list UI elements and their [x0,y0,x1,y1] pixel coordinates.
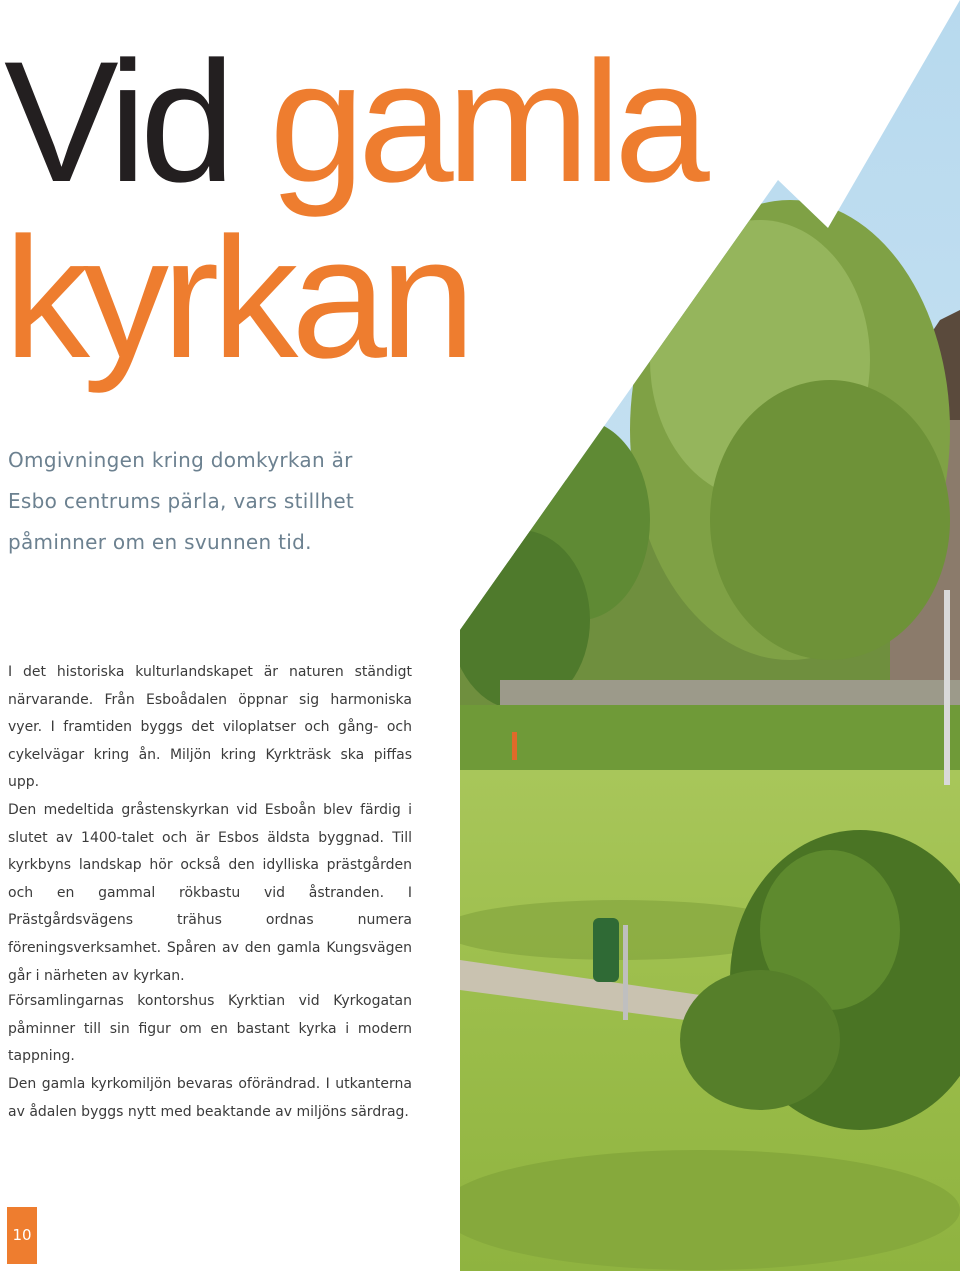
body-paragraph-1: I det historiska kulturlandskapet är naturen ständigt närvarande. Från Esboådalen öppnar sig harmoniska vyer. I framtiden byggs det viloplatser och gång- och cykelvägar kring ån. Miljön kring Kyrkträsk ska piffas upp. [8,664,412,791]
title-line-2 [4,202,469,394]
body-paragraph-3: Församlingarnas kontorshus Kyrktian vid Kyrkogatan påminner till sin figur om en bastant kyrka i modern tappning. [8,993,412,1065]
title-word-gamla: gamla [269,26,703,218]
lead-paragraph [8,440,428,563]
body-paragraph-4: Den gamla kyrkomiljön bevaras oförändrad. I utkanterna av ådalen byggs nytt med beaktande av miljöns särdrag. [8,1076,412,1120]
lead-line-1: Omgivningen kring domkyrkan är [8,448,353,472]
page-number-badge: 10 [7,1207,37,1264]
body-paragraph-2: Den medeltida gråstenskyrkan vid Esboån blev färdig i slutet av 1400-talet och är Esbos äldsta byggnad. Till kyrkbyns landskap hör också den idylliska prästgården och en gammal rökbastu vid åstranden. I Prästgårdsvägens trähus ordnas numera föreningsverksamhet. Spåren av den gamla Kungsvägen går i närheten av kyrkan. [8,802,412,984]
title-word-vid: Vid [4,26,229,218]
lead-line-3: påminner om en svunnen tid. [8,530,312,554]
title-word-kyrkan: kyrkan [4,202,469,394]
lead-line-2: Esbo centrums pärla, vars stillhet [8,489,355,513]
title-line-1 [4,26,703,218]
